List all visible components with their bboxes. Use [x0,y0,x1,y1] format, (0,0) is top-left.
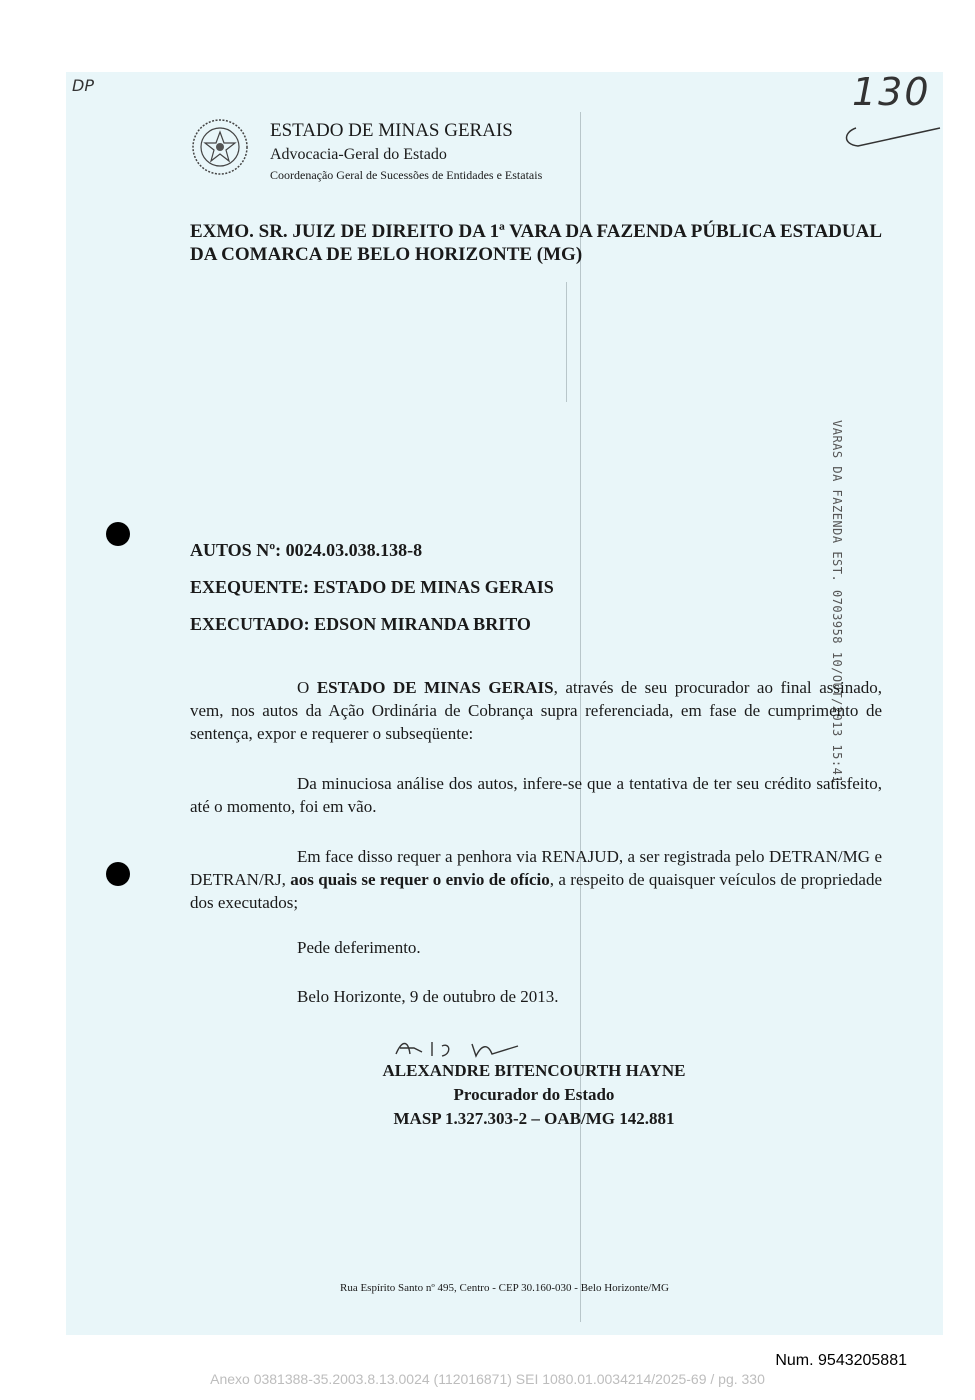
letterhead-department: Coordenação Geral de Sucessões de Entidades e Estatais [270,168,543,182]
document-number: Num. 9543205881 [775,1352,907,1369]
letterhead-state: ESTADO DE MINAS GERAIS [270,120,513,141]
case-exequente: EXEQUENTE: ESTADO DE MINAS GERAIS [190,577,554,597]
document-page [66,72,943,1335]
case-executado: EXECUTADO: EDSON MIRANDA BRITO [190,614,531,634]
receipt-stamp: VARAS DA FAZENDA EST. 0703958 10/OUT/2013 15:41 [830,420,844,784]
page-footer-address: Rua Espírito Santo nº 495, Centro - CEP 30.160-030 - Belo Horizonte/MG [339,1282,669,1294]
paragraph-1: O ESTADO DE MINAS GERAIS, através de seu procurador ao final assinado, vem, nos autos da Ação Ordinária de Cobrança supra referenciada, em fase de cumprimento de sentença, expor e requerer o subseqüente: [190,678,882,743]
letterhead-office: Advocacia-Geral do Estado [270,146,447,163]
scan-line [566,282,567,402]
closing: Pede deferimento. [297,938,421,957]
state-seal-icon [191,118,249,176]
punch-hole [106,522,130,546]
handwritten-stroke [836,120,946,160]
handwritten-page-number: 130 [852,70,931,114]
signatory-name: ALEXANDRE BITENCOURTH HAYNE [382,1061,686,1080]
annex-reference: Anexo 0381388-35.2003.8.13.0024 (112016871) SEI 1080.01.0034214/2025-69 / pg. 330 [210,1371,765,1387]
paragraph-3: Em face disso requer a penhora via RENAJUD, a ser registrada pelo DETRAN/MG e DETRAN/RJ, aos quais se requer o envio de ofício, a respeito de quaisquer veículos de propriedade dos executados; [190,847,882,912]
addressee: EXMO. SR. JUIZ DE DIREITO DA 1ª VARA DA FAZENDA PÚBLICA ESTADUAL DA COMARCA DE BELO HORIZONTE (MG) [190,221,882,265]
signatory-role: Procurador do Estado [453,1085,615,1104]
handwritten-signature [392,1034,522,1062]
signatory-ids: MASP 1.327.303-2 – OAB/MG 142.881 [393,1109,675,1128]
paragraph-2: Da minuciosa análise dos autos, infere-se que a tentativa de ter seu crédito satisfeito, até o momento, foi em vão. [190,774,882,816]
punch-hole [106,862,130,886]
place-date: Belo Horizonte, 9 de outubro de 2013. [297,987,559,1006]
case-number: AUTOS Nº: 0024.03.038.138-8 [190,540,423,560]
corner-handwritten-mark: DP [72,76,94,95]
